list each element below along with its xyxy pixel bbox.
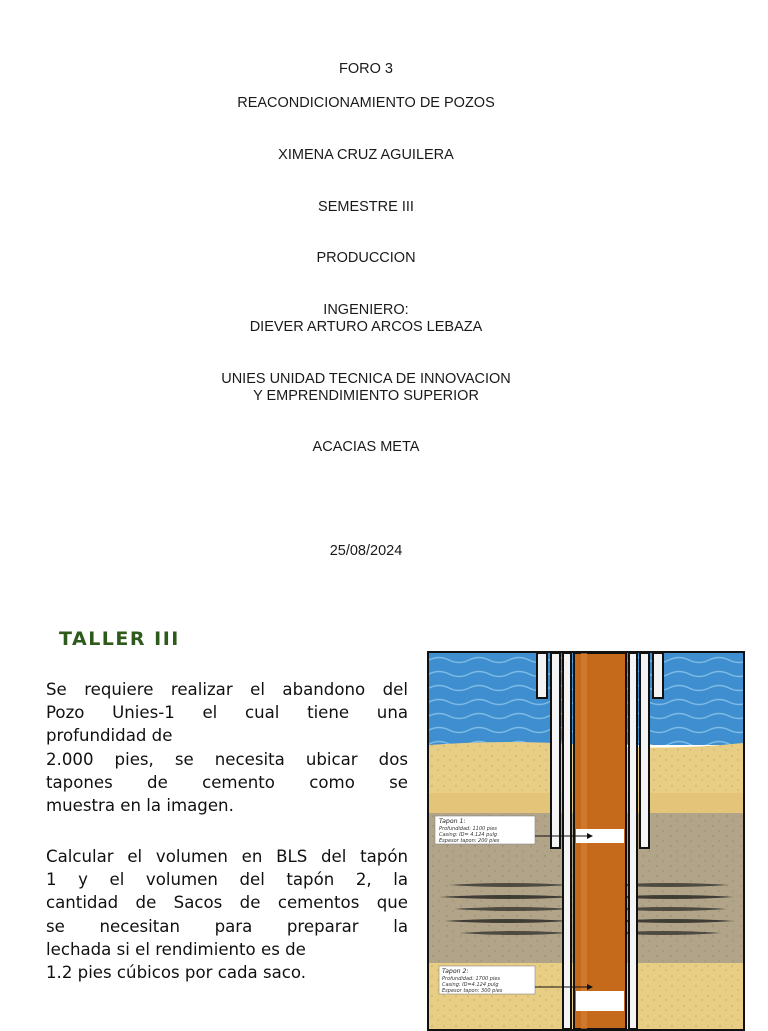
program: PRODUCCION [316, 250, 416, 266]
semester: SEMESTRE III [318, 199, 414, 215]
plug-2-casing: Casing: ID=4.124 pulg [442, 982, 499, 988]
institution-line-2: Y EMPRENDIMIENTO SUPERIOR [253, 388, 479, 404]
plug-1-depth: Profundidad: 1100 pies [439, 826, 498, 832]
paragraph-line: 1 y el volumen del tapón 2, la [46, 870, 408, 890]
paragraph-line: Pozo Unies-1 el cual tiene una [46, 703, 408, 723]
institution-line-1: UNIES UNIDAD TECNICA DE INNOVACION [221, 371, 511, 387]
paragraph-line: 1.2 pies cúbicos por cada saco. [46, 963, 307, 983]
paragraph-line: lechada si el rendimiento es de [46, 939, 306, 959]
student-name: XIMENA CRUZ AGUILERA [278, 147, 454, 163]
workshop-title: TALLER III [59, 628, 180, 650]
plug-1-title: Tapon 1: [439, 818, 466, 825]
plug-1-casing: Casing: ID= 4.124 pulg [439, 832, 498, 838]
paragraph-line: muestra en la imagen. [46, 796, 234, 816]
paragraph-line: se necesitan para preparar la [46, 916, 408, 936]
teacher-title: INGENIERO: [323, 302, 409, 318]
paragraph-line: Se requiere realizar el abandono del [46, 680, 408, 699]
subject-title: REACONDICIONAMIENTO DE POZOS [237, 95, 495, 111]
plug-2-depth: Profundidad: 1700 pies [442, 976, 501, 982]
paragraph-line: 2.000 pies, se necesita ubicar dos [46, 749, 408, 769]
well-diagram-svg [429, 653, 743, 1029]
plug-1-thickness: Espesor tapon: 200 pies [439, 838, 500, 844]
date: 25/08/2024 [329, 543, 403, 559]
plug-2-thickness: Espesor tapon: 300 pies [442, 988, 503, 994]
paragraph-line: tapones de cemento como se [46, 772, 408, 792]
workshop-paragraph-1 [46, 678, 408, 817]
workshop-paragraph-2 [46, 845, 408, 984]
well-diagram [427, 651, 745, 1031]
teacher-name: DIEVER ARTURO ARCOS LEBAZA [249, 319, 483, 335]
paragraph-line: profundidad de [46, 726, 173, 746]
course-title: FORO 3 [339, 61, 393, 77]
cement-plug-2 [576, 991, 624, 1011]
paragraph-line: Calcular el volumen en BLS del tapón [46, 847, 408, 866]
paragraph-line: cantidad de Sacos de cementos que [46, 893, 408, 913]
city: ACACIAS META [312, 439, 420, 455]
plug-2-title: Tapon 2: [442, 968, 469, 975]
